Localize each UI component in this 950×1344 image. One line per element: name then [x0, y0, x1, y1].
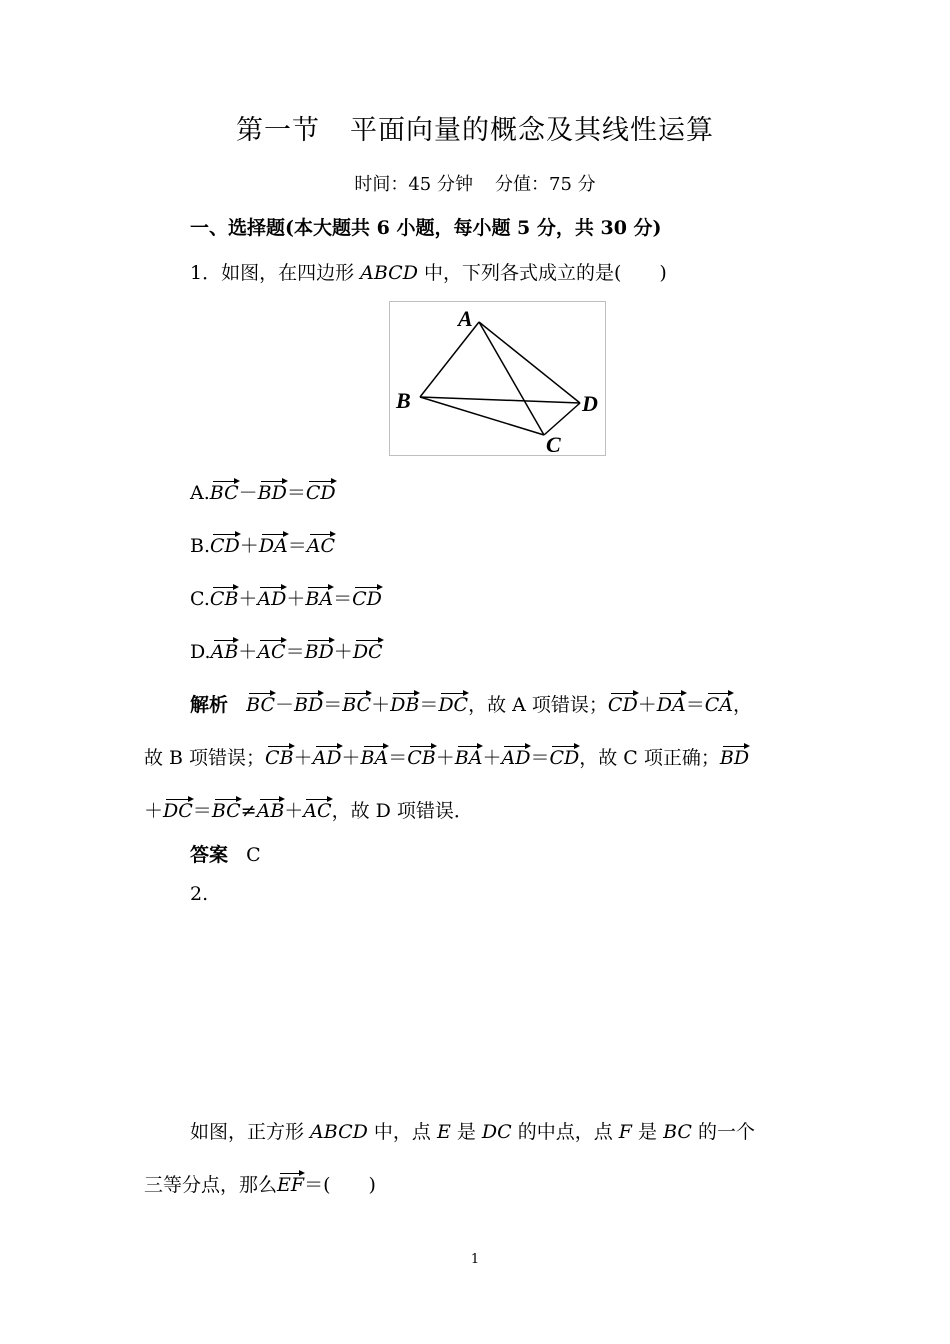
title-section: 第一节: [236, 115, 320, 146]
page-title: [0, 108, 950, 147]
question-number: 1．: [190, 262, 222, 284]
analysis-line-1: 解析 BC－BD＝BC＋DB＝DC，故 A 项错误；CD＋DA＝CA，: [190, 694, 752, 716]
question-2-number: 2.: [190, 883, 209, 905]
page-number: 1: [470, 1252, 480, 1267]
option-a: A.BC－BD＝CD: [190, 482, 336, 504]
total-score: 分值：75 分: [495, 174, 596, 195]
analysis-line-2: 故 B 项错误；CB＋AD＋BA＝CB＋BA＋AD＝CD，故 C 项正确；BD: [144, 747, 750, 769]
vertex-label-b: B: [396, 388, 411, 413]
question-1-stem: 1．如图，在四边形 ABCD 中，下列各式成立的是( ): [190, 262, 667, 284]
edge-ab: [420, 322, 479, 397]
option-b: B.CD＋DA＝AC: [190, 535, 336, 557]
question-2-stem-line-2: 三等分点，那么EF＝( ): [144, 1174, 376, 1196]
option-d: D.AB＋AC＝BD＋DC: [190, 641, 383, 663]
analysis-line-3: ＋DC＝BC≠AB＋AC，故 D 项错误．: [144, 800, 473, 822]
section-heading: 一、选择题(本大题共 6 小题，每小题 5 分，共 30 分): [190, 217, 662, 239]
analysis-label: 解析: [190, 694, 229, 716]
quadrilateral-figure: [390, 302, 605, 455]
vertex-label-d: D: [582, 391, 598, 416]
time-limit: 时间：45 分钟: [354, 174, 473, 195]
edge-bd: [420, 397, 580, 403]
answer-label: 答案: [190, 844, 229, 866]
edge-ad: [479, 322, 580, 403]
exam-info: [0, 170, 950, 196]
title-topic: 平面向量的概念及其线性运算: [350, 115, 714, 146]
vertex-label-c: C: [546, 432, 561, 455]
vertex-label-a: A: [458, 306, 473, 331]
answer-value: C: [246, 844, 261, 866]
option-c: C.CB＋AD＋BA＝CD: [190, 588, 382, 610]
question-2-stem-line-1: 如图，正方形 ABCD 中，点 E 是 DC 的中点，点 F 是 BC 的一个: [190, 1121, 755, 1143]
edge-cd: [544, 403, 580, 435]
quadrilateral-diagram: [389, 301, 606, 456]
answer-line: [190, 840, 261, 867]
